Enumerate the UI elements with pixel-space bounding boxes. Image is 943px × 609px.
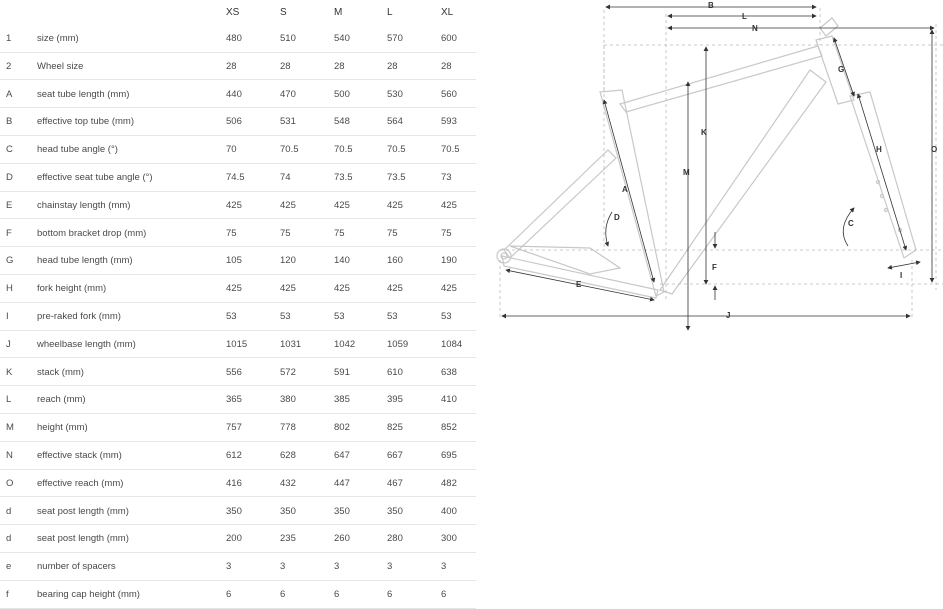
dim-label-g: G [838, 65, 845, 74]
row-label: effective reach (mm) [37, 477, 124, 489]
table-row [0, 52, 476, 81]
row-label: seat post length (mm) [37, 505, 129, 517]
cell-l: 6 [387, 589, 393, 600]
cell-xl: 695 [441, 450, 457, 461]
dim-label-j: J [726, 311, 731, 320]
cell-l: 350 [387, 505, 403, 517]
row-label: head tube length (mm) [37, 255, 133, 267]
cell-m: 73.5 [334, 172, 353, 183]
cell-s: 350 [280, 505, 296, 517]
dim-label-k: K [701, 128, 707, 137]
row-id: K [6, 366, 13, 378]
cell-xs: 365 [226, 394, 242, 406]
table-row [0, 302, 476, 331]
cell-s: 70.5 [280, 144, 299, 156]
cell-s: 235 [280, 533, 296, 545]
cell-xs: 74.5 [226, 172, 245, 183]
table-row [0, 385, 476, 414]
cell-s: 470 [280, 88, 296, 100]
table-row [0, 580, 476, 609]
cell-m: 548 [334, 116, 350, 128]
row-label: head tube angle (°) [37, 144, 118, 156]
cell-l: 28 [387, 60, 398, 72]
cell-xs: 440 [226, 88, 242, 100]
row-id: C [6, 144, 13, 156]
table-row [0, 191, 476, 220]
row-id: E [6, 199, 13, 211]
table-row [0, 219, 476, 248]
cell-l: 425 [387, 199, 403, 211]
row-label: chainstay length (mm) [37, 199, 131, 211]
cell-m: 647 [334, 450, 350, 461]
cell-l: 53 [387, 311, 398, 322]
row-id: I [6, 311, 9, 322]
row-label: pre-raked fork (mm) [37, 311, 121, 322]
cell-xs: 200 [226, 533, 242, 545]
dim-label-f: F [712, 263, 717, 272]
cell-l: 395 [387, 394, 403, 406]
dim-label-n: N [752, 24, 758, 33]
cell-xl: 6 [441, 589, 447, 600]
cell-m: 140 [334, 255, 350, 267]
cell-m: 591 [334, 366, 350, 378]
cell-l: 1059 [387, 338, 409, 350]
row-label: bearing cap height (mm) [37, 589, 140, 600]
cell-xl: 600 [441, 33, 457, 44]
row-label: bottom bracket drop (mm) [37, 227, 147, 239]
dim-label-e: E [576, 280, 582, 289]
row-id: H [6, 283, 13, 295]
cell-l: 825 [387, 422, 403, 434]
table-row [0, 441, 476, 470]
cell-m: 350 [334, 505, 350, 517]
cell-xl: 75 [441, 227, 452, 239]
table-row [0, 163, 476, 192]
cell-xl: 852 [441, 422, 457, 434]
cell-s: 425 [280, 283, 296, 295]
table-row [0, 358, 476, 387]
cell-xs: 105 [226, 255, 242, 267]
dim-label-h: H [876, 145, 882, 154]
cell-xl: 73 [441, 172, 452, 183]
row-label: effective stack (mm) [37, 450, 122, 461]
cell-m: 385 [334, 394, 350, 406]
cell-l: 160 [387, 255, 403, 267]
dim-label-a: A [622, 185, 628, 194]
row-label: fork height (mm) [37, 283, 107, 295]
header-xl: XL [441, 7, 454, 18]
cell-xl: 190 [441, 255, 457, 267]
table-row [0, 497, 476, 526]
cell-xl: 560 [441, 88, 457, 100]
dim-label-m: M [683, 168, 690, 177]
cell-xl: 400 [441, 505, 457, 517]
cell-m: 425 [334, 199, 350, 211]
reference-lines [500, 8, 943, 320]
row-id: O [6, 477, 14, 489]
row-label: seat tube length (mm) [37, 88, 130, 100]
dim-label-l: L [742, 12, 747, 21]
row-id: d [6, 505, 12, 517]
cell-m: 28 [334, 60, 345, 72]
row-label: effective seat tube angle (°) [37, 172, 153, 183]
row-id: f [6, 589, 9, 600]
cell-l: 75 [387, 227, 398, 239]
row-id: G [6, 255, 14, 267]
cell-l: 564 [387, 116, 403, 128]
cell-xl: 410 [441, 394, 457, 406]
cell-s: 1031 [280, 338, 302, 350]
row-id: 1 [6, 33, 12, 44]
cell-xs: 6 [226, 589, 232, 600]
table-row [0, 274, 476, 303]
cell-s: 425 [280, 199, 296, 211]
cell-l: 667 [387, 450, 403, 461]
row-label: reach (mm) [37, 394, 86, 406]
header-l: L [387, 7, 393, 18]
table-row [0, 469, 476, 498]
cell-s: 778 [280, 422, 296, 434]
cell-s: 531 [280, 116, 296, 128]
cell-s: 432 [280, 477, 296, 489]
dimension-arrows [502, 7, 934, 330]
cell-s: 75 [280, 227, 291, 239]
cell-m: 802 [334, 422, 350, 434]
cell-m: 425 [334, 283, 350, 295]
header-s: S [280, 7, 287, 18]
cell-s: 572 [280, 366, 296, 378]
cell-m: 75 [334, 227, 345, 239]
cell-xl: 53 [441, 311, 452, 322]
dim-label-c: C [848, 219, 854, 228]
table-row [0, 524, 476, 553]
cell-l: 425 [387, 283, 403, 295]
frame-geometry-diagram [480, 0, 943, 340]
dim-label-d: D [614, 213, 620, 222]
cell-xs: 506 [226, 116, 242, 128]
cell-xl: 3 [441, 561, 447, 573]
cell-m: 1042 [334, 338, 356, 350]
cell-l: 610 [387, 366, 403, 378]
table-row [0, 246, 476, 275]
cell-xl: 1084 [441, 338, 463, 350]
cell-l: 280 [387, 533, 403, 545]
cell-xl: 482 [441, 477, 457, 489]
cell-xs: 416 [226, 477, 242, 489]
cell-m: 447 [334, 477, 350, 489]
cell-xs: 70 [226, 144, 237, 156]
cell-xs: 53 [226, 311, 237, 322]
row-id: D [6, 172, 13, 183]
cell-m: 540 [334, 33, 350, 44]
cell-xs: 3 [226, 561, 232, 573]
dim-label-o: O [931, 145, 938, 154]
row-id: 2 [6, 60, 12, 72]
table-row [0, 24, 476, 53]
dim-label-i: I [900, 271, 903, 280]
cell-s: 6 [280, 589, 286, 600]
row-label: height (mm) [37, 422, 88, 434]
row-id: M [6, 422, 14, 434]
cell-xs: 1015 [226, 338, 248, 350]
cell-xl: 28 [441, 60, 452, 72]
row-label: effective top tube (mm) [37, 116, 134, 128]
cell-m: 6 [334, 589, 340, 600]
cell-l: 3 [387, 561, 393, 573]
cell-s: 28 [280, 60, 291, 72]
cell-xl: 638 [441, 366, 457, 378]
cell-s: 53 [280, 311, 291, 322]
cell-m: 260 [334, 533, 350, 545]
cell-xl: 593 [441, 116, 457, 128]
row-id: N [6, 450, 13, 461]
cell-xs: 612 [226, 450, 242, 461]
row-id: B [6, 116, 13, 128]
header-m: M [334, 7, 343, 18]
table-row [0, 135, 476, 164]
bike-frame [497, 18, 916, 298]
cell-l: 73.5 [387, 172, 406, 183]
cell-s: 74 [280, 172, 291, 183]
cell-xs: 480 [226, 33, 242, 44]
cell-m: 3 [334, 561, 340, 573]
cell-xl: 425 [441, 199, 457, 211]
table-row [0, 330, 476, 359]
dim-label-b: B [708, 1, 714, 10]
cell-s: 510 [280, 33, 296, 44]
table-row [0, 80, 476, 109]
cell-s: 3 [280, 561, 286, 573]
row-label: Wheel size [37, 60, 84, 72]
cell-l: 530 [387, 88, 403, 100]
table-row [0, 552, 476, 581]
row-label: wheelbase length (mm) [37, 338, 136, 350]
cell-xs: 28 [226, 60, 237, 72]
cell-xs: 757 [226, 422, 242, 434]
cell-l: 70.5 [387, 144, 406, 156]
cell-l: 467 [387, 477, 403, 489]
cell-xs: 556 [226, 366, 242, 378]
row-id: J [6, 338, 11, 350]
table-row [0, 107, 476, 136]
header-xs: XS [226, 7, 240, 18]
cell-m: 70.5 [334, 144, 353, 156]
row-label: stack (mm) [37, 366, 84, 378]
cell-l: 570 [387, 33, 403, 44]
row-id: d [6, 533, 12, 545]
row-id: e [6, 561, 12, 573]
cell-xs: 425 [226, 283, 242, 295]
cell-xl: 425 [441, 283, 457, 295]
cell-s: 628 [280, 450, 296, 461]
cell-xl: 70.5 [441, 144, 460, 156]
cell-xl: 300 [441, 533, 457, 545]
row-label: size (mm) [37, 33, 79, 44]
row-id: A [6, 88, 13, 100]
row-id: L [6, 394, 12, 406]
cell-xs: 350 [226, 505, 242, 517]
cell-s: 120 [280, 255, 296, 267]
row-label: seat post length (mm) [37, 533, 129, 545]
cell-m: 53 [334, 311, 345, 322]
cell-s: 380 [280, 394, 296, 406]
cell-xs: 425 [226, 199, 242, 211]
table-row [0, 413, 476, 442]
cell-xs: 75 [226, 227, 237, 239]
cell-m: 500 [334, 88, 350, 100]
row-id: F [6, 227, 12, 239]
row-label: number of spacers [37, 561, 116, 573]
